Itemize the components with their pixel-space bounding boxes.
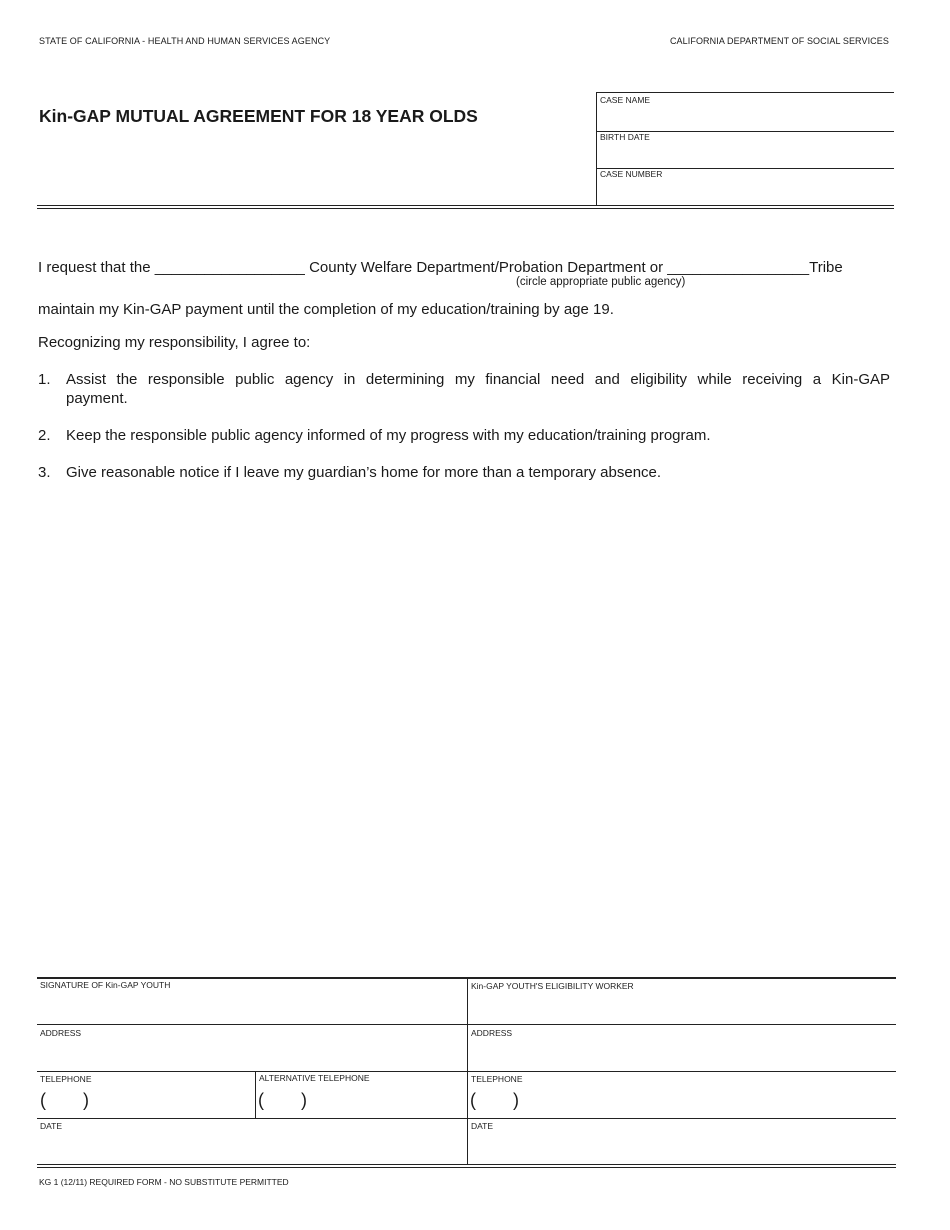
case-number-field[interactable]	[597, 180, 893, 204]
birth-date-label: BIRTH DATE	[600, 132, 650, 142]
address-left-field[interactable]	[38, 1040, 466, 1070]
case-name-field[interactable]	[597, 106, 893, 130]
date-right-field[interactable]	[469, 1133, 895, 1163]
recognizing-line: Recognizing my responsibility, I agree to:	[38, 334, 311, 351]
list-item-text: Keep the responsible public agency informed of my progress with my education/training program.	[66, 427, 711, 444]
department-header: CALIFORNIA DEPARTMENT OF SOCIAL SERVICES	[669, 36, 889, 46]
list-item-number: 1.	[38, 371, 51, 388]
telephone-left-label: TELEPHONE	[40, 1074, 92, 1084]
list-item-text-cont: payment.	[66, 390, 128, 407]
alt-telephone-label: ALTERNATIVE TELEPHONE	[259, 1073, 370, 1083]
date-right-label: DATE	[471, 1121, 494, 1131]
telephone-left-field[interactable]: ( )	[40, 1090, 91, 1110]
date-left-field[interactable]	[38, 1133, 466, 1163]
request-line: I request that the __________________ County Welfare Department/Probation Department or _________________Tribe	[38, 259, 843, 276]
form-title: Kin-GAP MUTUAL AGREEMENT FOR 18 YEAR OLDS	[39, 106, 478, 126]
eligibility-worker-label: Kin-GAP YOUTH'S ELIGIBILITY WORKER	[471, 981, 634, 991]
list-item-text: Assist the responsible public agency in determining my financial need and eligibility while receiving a Kin-GAP	[66, 371, 890, 388]
address-right-label: ADDRESS	[471, 1028, 513, 1038]
telephone-right-field[interactable]: ( )	[470, 1090, 521, 1110]
birth-date-field[interactable]	[597, 143, 893, 167]
youth-signature-label: SIGNATURE OF Kin-GAP YOUTH	[40, 980, 171, 990]
alt-telephone-field[interactable]: ( )	[258, 1090, 309, 1110]
address-right-field[interactable]	[469, 1040, 895, 1070]
youth-signature-field[interactable]	[38, 992, 466, 1023]
circle-note: (circle appropriate public agency)	[516, 276, 686, 288]
list-item-number: 3.	[38, 464, 51, 481]
eligibility-worker-field[interactable]	[469, 993, 895, 1023]
case-number-label: CASE NUMBER	[600, 169, 663, 179]
form-footer: KG 1 (12/11) REQUIRED FORM - NO SUBSTITUTE PERMITTED	[39, 1177, 289, 1187]
list-item-text: Give reasonable notice if I leave my guardian’s home for more than a temporary absence.	[66, 464, 662, 481]
case-name-label: CASE NAME	[600, 95, 651, 105]
address-left-label: ADDRESS	[40, 1028, 82, 1038]
agency-header: STATE OF CALIFORNIA - HEALTH AND HUMAN SERVICES AGENCY	[39, 36, 331, 46]
date-left-label: DATE	[40, 1121, 63, 1131]
telephone-right-label: TELEPHONE	[471, 1074, 523, 1084]
maintain-line: maintain my Kin-GAP payment until the completion of my education/training by age 19.	[38, 301, 614, 318]
list-item-number: 2.	[38, 427, 51, 444]
